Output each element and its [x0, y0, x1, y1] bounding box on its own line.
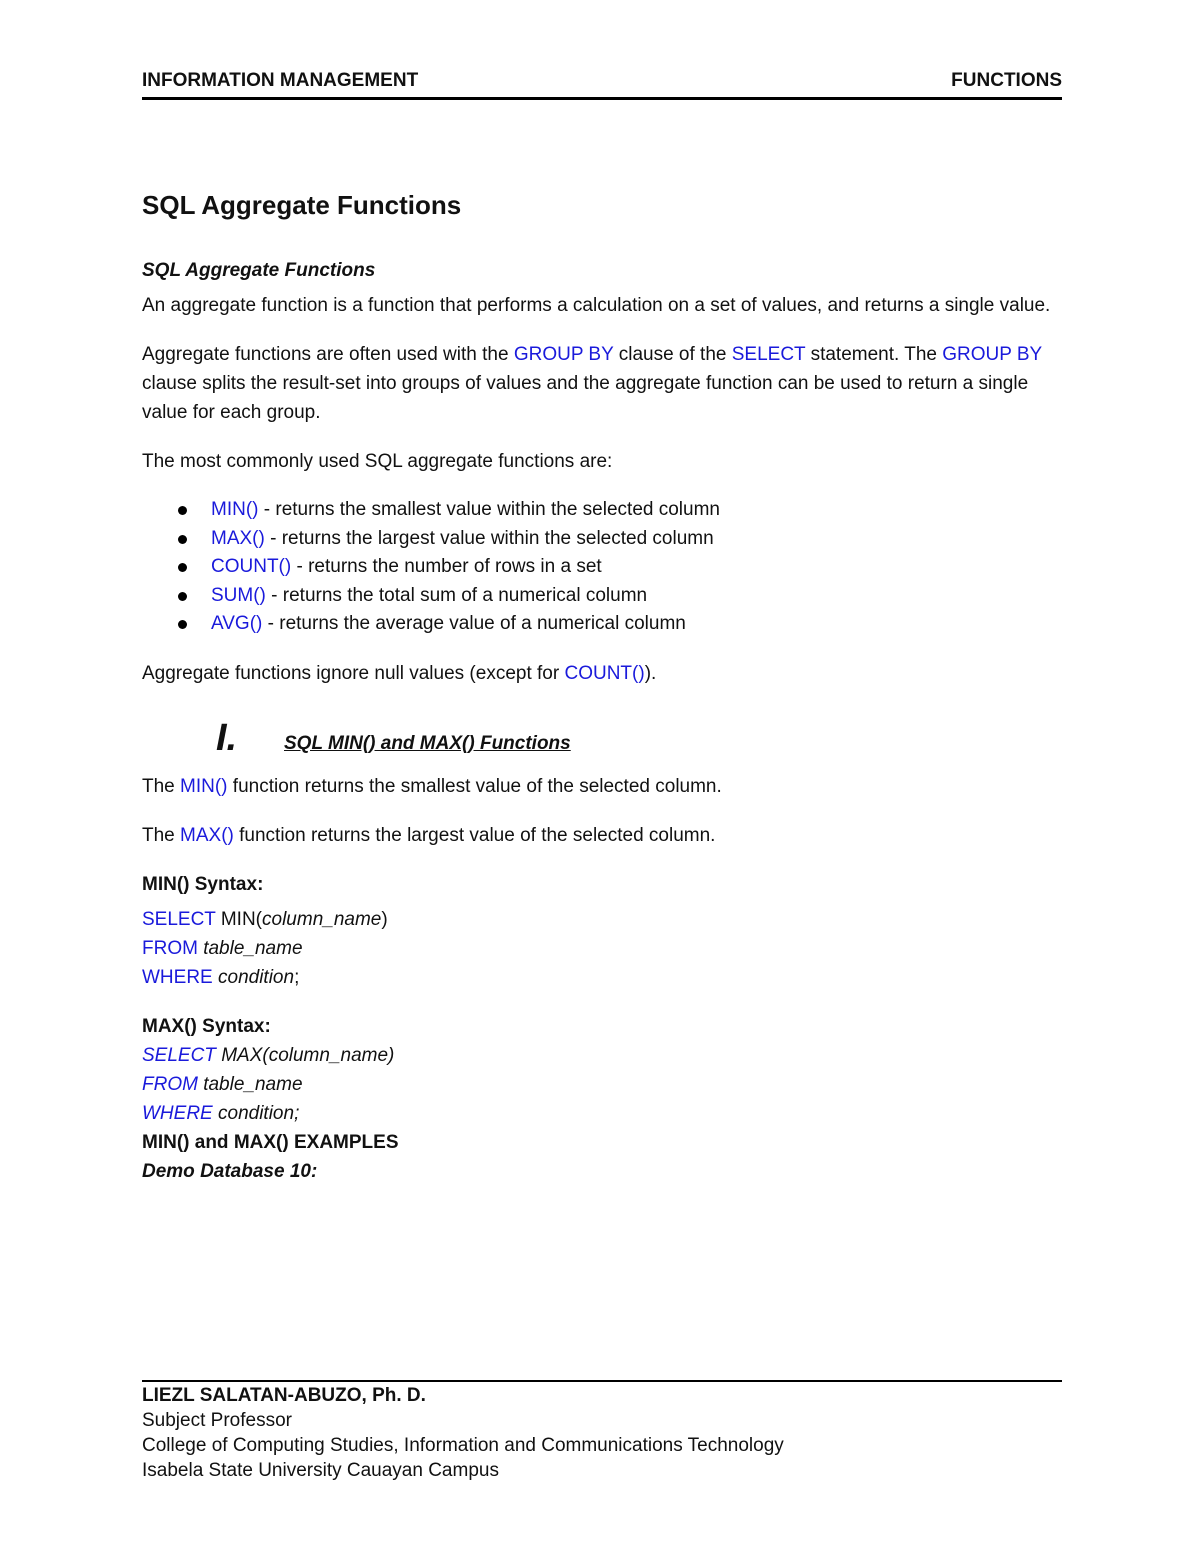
- keyword-select: SELECT: [731, 344, 806, 365]
- keyword-group-by: GROUP BY: [513, 344, 614, 365]
- text-run: ).: [644, 662, 657, 684]
- author-college: College of Computing Studies, Information and Communications Technology: [142, 1435, 784, 1456]
- intro-paragraph: An aggregate function is a function that performs a calculation on a set of values, and returns a single value.: [142, 295, 1051, 316]
- code-text: ;: [294, 966, 300, 988]
- min-syntax-code: [142, 905, 1062, 992]
- code-text: MIN(: [215, 908, 263, 930]
- keyword-from: FROM: [142, 1073, 198, 1095]
- code-arg: condition: [212, 966, 295, 988]
- page-header: [142, 70, 1062, 94]
- author-university: Isabela State University Cauayan Campus: [142, 1460, 499, 1481]
- bullet-icon: [178, 563, 187, 572]
- code-arg: table_name: [197, 1073, 303, 1095]
- header-rule: [142, 97, 1062, 100]
- function-name: COUNT(): [211, 556, 292, 577]
- bullet-icon: [178, 592, 187, 601]
- function-name: MIN(): [211, 499, 259, 520]
- author-name: LIEZL SALATAN-ABUZO, Ph. D.: [142, 1385, 426, 1406]
- text-run: function returns the largest value of the selected column.: [233, 824, 716, 846]
- min-syntax-label: MIN() Syntax:: [142, 873, 264, 895]
- examples-label: MIN() and MAX() EXAMPLES: [142, 1131, 399, 1153]
- text-run: Aggregate functions are often used with the: [142, 344, 514, 365]
- code-arg: condition;: [212, 1102, 300, 1124]
- keyword-select: SELECT: [142, 908, 216, 930]
- section-heading: [142, 716, 1062, 768]
- function-name: SUM(): [211, 584, 266, 606]
- function-desc: - returns the total sum of a numerical column: [265, 584, 648, 606]
- text-run: Aggregate functions ignore null values (except for: [142, 662, 565, 684]
- code-line: [142, 934, 1062, 963]
- footer-rule: [142, 1380, 1062, 1382]
- code-line: [142, 905, 1062, 934]
- code-line: [142, 1099, 1062, 1128]
- code-text: ): [381, 908, 388, 930]
- page-title: SQL Aggregate Functions: [142, 190, 462, 220]
- text-run: The: [142, 824, 181, 846]
- keyword-where: WHERE: [142, 966, 213, 988]
- keyword-select: SELECT: [142, 1044, 216, 1066]
- text-run: statement. The: [805, 344, 943, 365]
- max-syntax-label: MAX() Syntax:: [142, 1015, 271, 1037]
- keyword-where: WHERE: [142, 1102, 213, 1124]
- function-desc: - returns the largest value within the selected column: [264, 527, 714, 549]
- keyword-min: MIN(): [180, 775, 228, 797]
- keyword-count: COUNT(): [564, 662, 645, 684]
- function-desc: - returns the smallest value within the selected column: [258, 499, 720, 520]
- aggregate-function-list: [142, 496, 1062, 639]
- header-topic: FUNCTIONS: [951, 70, 1062, 91]
- section-title: SQL MIN() and MAX() Functions: [284, 732, 571, 754]
- code-arg: table_name: [197, 937, 303, 959]
- list-item: [178, 553, 1062, 582]
- keyword-group-by: GROUP BY: [942, 344, 1042, 365]
- code-line: [142, 1041, 1062, 1070]
- demo-database-label: Demo Database 10:: [142, 1160, 318, 1182]
- min-description: [142, 772, 1062, 801]
- null-values-note: [142, 659, 1062, 688]
- code-arg: column_name: [262, 908, 382, 930]
- keyword-from: FROM: [142, 937, 198, 959]
- list-item: [178, 582, 1062, 611]
- code-text: MAX(column_name): [215, 1044, 395, 1066]
- author-role: Subject Professor: [142, 1410, 292, 1431]
- list-item: [178, 610, 1062, 639]
- group-by-paragraph: [142, 340, 1062, 427]
- function-desc: - returns the average value of a numerical column: [262, 613, 686, 634]
- keyword-max: MAX(): [180, 824, 234, 846]
- text-run: function returns the smallest value of the selected column.: [227, 775, 722, 797]
- header-course: INFORMATION MANAGEMENT: [142, 70, 419, 91]
- list-intro: The most commonly used SQL aggregate functions are:: [142, 451, 613, 472]
- function-desc: - returns the number of rows in a set: [291, 556, 602, 577]
- code-line: [142, 963, 1062, 992]
- max-description: [142, 821, 1062, 850]
- text-run: clause splits the result-set into groups of values and the aggregate function can be used to return a single value for each group.: [142, 373, 1029, 423]
- function-name: AVG(): [211, 613, 263, 634]
- text-run: The: [142, 775, 181, 797]
- section-numeral: I.: [216, 716, 238, 759]
- bullet-icon: [178, 506, 187, 515]
- code-line: [142, 1070, 1062, 1099]
- bullet-icon: [178, 620, 187, 629]
- section-subtitle: SQL Aggregate Functions: [142, 260, 376, 281]
- list-item: [178, 525, 1062, 554]
- page-footer: [142, 1383, 1062, 1483]
- function-name: MAX(): [211, 527, 265, 549]
- list-item: [178, 496, 1062, 525]
- bullet-icon: [178, 535, 187, 544]
- max-syntax-code: [142, 1041, 1062, 1128]
- document-body: [142, 188, 1062, 1186]
- text-run: clause of the: [613, 344, 732, 365]
